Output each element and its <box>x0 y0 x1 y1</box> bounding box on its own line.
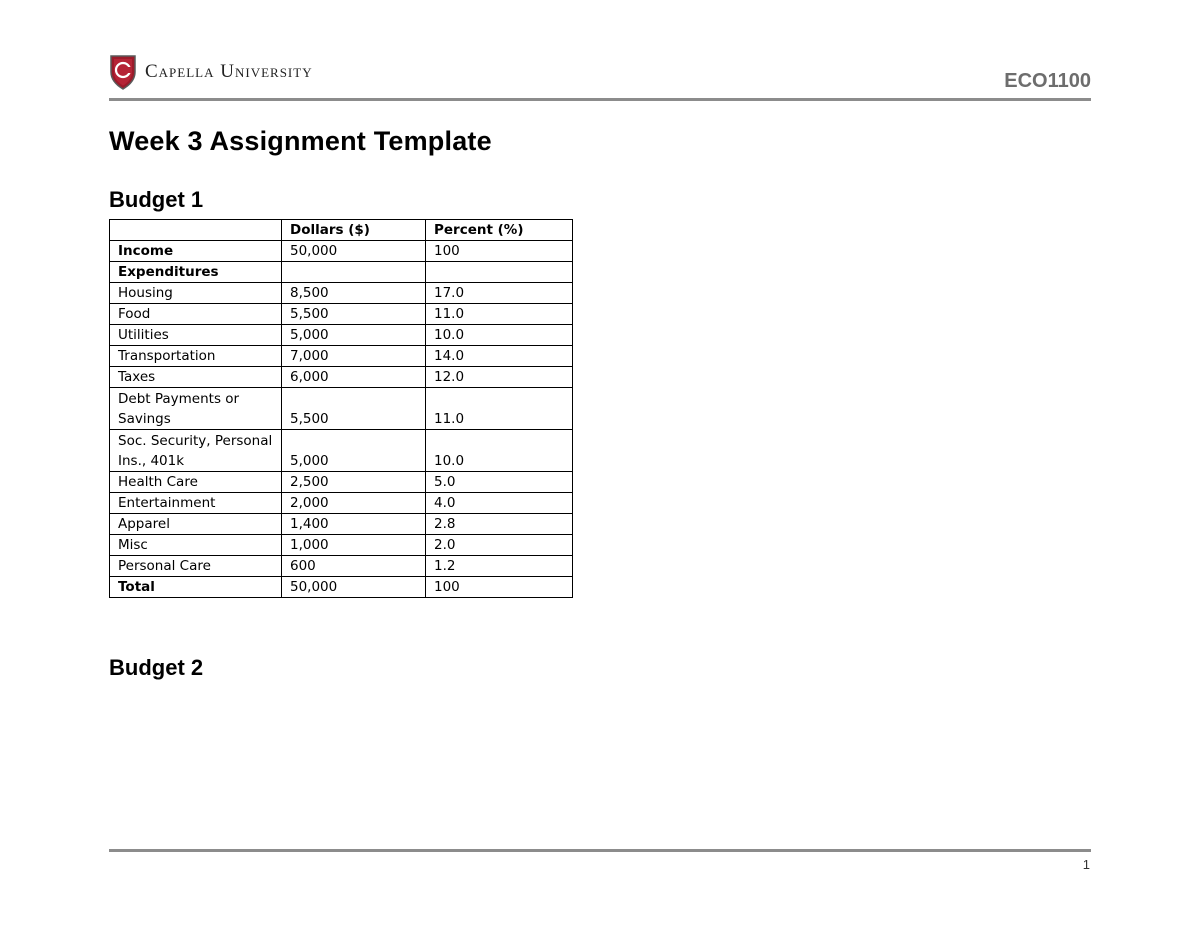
row-dollars: 7,000 <box>282 346 426 367</box>
row-dollars: 2,000 <box>282 493 426 514</box>
page-title: Week 3 Assignment Template <box>109 126 492 156</box>
row-percent: 4.0 <box>426 493 573 514</box>
table-row <box>110 367 573 388</box>
row-percent: 11.0 <box>426 304 573 325</box>
row-label: Entertainment <box>110 493 282 514</box>
row-label: Debt Payments or Savings <box>110 388 282 430</box>
row-percent: 11.0 <box>426 388 573 430</box>
row-dollars: 5,500 <box>282 388 426 430</box>
row-dollars: 2,500 <box>282 472 426 493</box>
footer-divider <box>109 849 1091 852</box>
row-dollars: 50,000 <box>282 241 426 262</box>
row-label: Expenditures <box>110 262 282 283</box>
row-dollars: 5,500 <box>282 304 426 325</box>
row-percent: 5.0 <box>426 472 573 493</box>
row-label: Total <box>110 577 282 598</box>
row-percent: 14.0 <box>426 346 573 367</box>
row-percent <box>426 262 573 283</box>
row-percent: 1.2 <box>426 556 573 577</box>
table-row <box>110 556 573 577</box>
table-row <box>110 388 573 430</box>
table-row-total <box>110 577 573 598</box>
table-row <box>110 283 573 304</box>
row-label: Misc <box>110 535 282 556</box>
table-row <box>110 514 573 535</box>
row-dollars: 1,000 <box>282 535 426 556</box>
row-percent: 2.8 <box>426 514 573 535</box>
row-dollars: 6,000 <box>282 367 426 388</box>
table-row <box>110 430 573 472</box>
row-dollars <box>282 262 426 283</box>
row-dollars: 5,000 <box>282 430 426 472</box>
row-percent: 12.0 <box>426 367 573 388</box>
header-cell <box>110 220 282 241</box>
row-dollars: 50,000 <box>282 577 426 598</box>
row-label: Food <box>110 304 282 325</box>
row-label: Income <box>110 241 282 262</box>
header-cell-dollars: Dollars ($) <box>282 220 426 241</box>
row-label: Utilities <box>110 325 282 346</box>
table-row <box>110 493 573 514</box>
row-percent: 10.0 <box>426 430 573 472</box>
row-label: Taxes <box>110 367 282 388</box>
budget1-heading: Budget 1 <box>109 187 204 212</box>
row-percent: 2.0 <box>426 535 573 556</box>
page-header <box>109 54 1091 100</box>
budget2-heading: Budget 2 <box>109 655 204 680</box>
table-row <box>110 241 573 262</box>
row-percent: 10.0 <box>426 325 573 346</box>
row-label: Health Care <box>110 472 282 493</box>
row-label: Housing <box>110 283 282 304</box>
row-label: Soc. Security, Personal Ins., 401k <box>110 430 282 472</box>
page-number: 1 <box>1082 857 1090 872</box>
row-percent: 100 <box>426 241 573 262</box>
row-dollars: 8,500 <box>282 283 426 304</box>
row-label: Personal Care <box>110 556 282 577</box>
row-percent: 17.0 <box>426 283 573 304</box>
crest-icon <box>109 54 137 90</box>
row-label: Apparel <box>110 514 282 535</box>
budget1-table <box>109 219 573 598</box>
table-row <box>110 304 573 325</box>
header-cell-percent: Percent (%) <box>426 220 573 241</box>
header-divider <box>109 98 1091 101</box>
university-name: Capella University <box>145 61 313 82</box>
course-code: ECO1100 <box>1004 70 1091 92</box>
row-dollars: 600 <box>282 556 426 577</box>
table-header-row <box>110 220 573 241</box>
row-dollars: 5,000 <box>282 325 426 346</box>
row-dollars: 1,400 <box>282 514 426 535</box>
row-percent: 100 <box>426 577 573 598</box>
table-row <box>110 346 573 367</box>
table-row <box>110 262 573 283</box>
capella-logo <box>109 54 313 90</box>
row-label: Transportation <box>110 346 282 367</box>
table-row <box>110 325 573 346</box>
table-row <box>110 535 573 556</box>
table-row <box>110 472 573 493</box>
